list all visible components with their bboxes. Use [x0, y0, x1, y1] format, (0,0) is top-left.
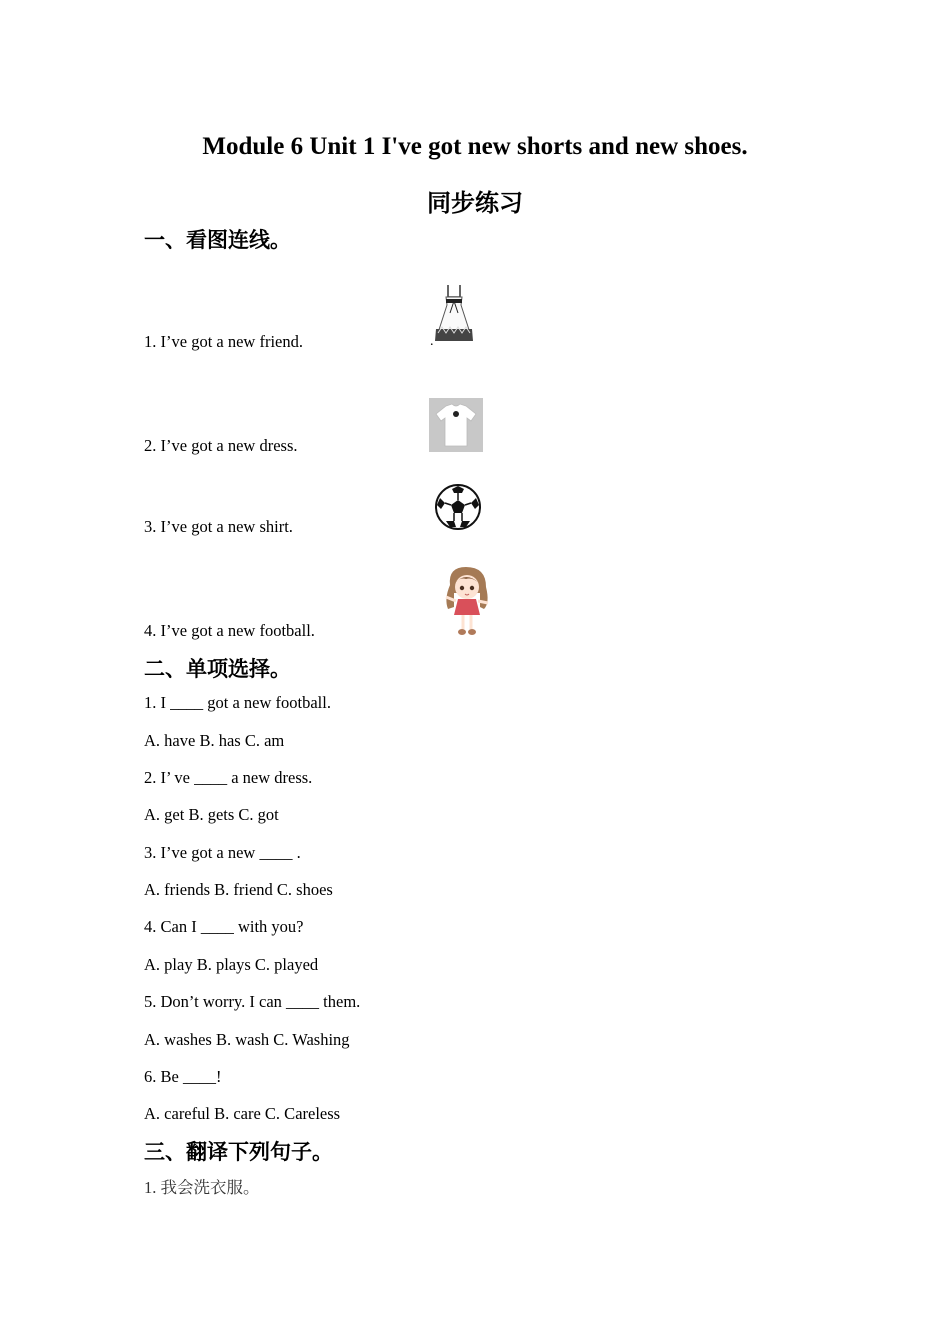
question-4: 4. Can I ____ with you?	[144, 917, 304, 936]
section-heading-1: 一、看图连线。	[144, 228, 291, 252]
page-title: Module 6 Unit 1 I've got new shorts and new shoes.	[202, 133, 748, 160]
dot-marker: .	[430, 334, 434, 349]
translation-item-1: 1. 我会洗衣服。	[144, 1178, 260, 1197]
options-6: A. careful B. care C. Careless	[144, 1104, 341, 1123]
girl-picture	[436, 563, 498, 637]
question-6: 6. Be ____!	[144, 1067, 222, 1086]
page-subtitle: 同步练习	[427, 191, 523, 217]
options-5: A. washes B. wash C. Washing	[144, 1030, 350, 1049]
match-sentence-1: 1. I’ve got a new friend.	[144, 332, 303, 351]
football-picture	[434, 483, 482, 531]
options-1: A. have B. has C. am	[144, 731, 285, 750]
tshirt-picture	[429, 398, 483, 452]
options-2: A. get B. gets C. got	[144, 805, 279, 824]
match-sentence-4: 4. I’ve got a new football.	[144, 621, 315, 640]
question-3: 3. I’ve got a new ____ .	[144, 843, 301, 862]
question-5: 5. Don’t worry. I can ____ them.	[144, 992, 361, 1011]
question-1: 1. I ____ got a new football.	[144, 693, 331, 712]
section-heading-3: 三、翻译下列句子。	[144, 1140, 333, 1164]
options-4: A. play B. plays C. played	[144, 955, 319, 974]
match-sentence-2: 2. I’ve got a new dress.	[144, 436, 298, 455]
section-heading-2: 二、单项选择。	[144, 657, 291, 681]
options-3: A. friends B. friend C. shoes	[144, 880, 333, 899]
question-2: 2. I’ ve ____ a new dress.	[144, 768, 313, 787]
dress-picture	[430, 283, 478, 347]
match-sentence-3: 3. I’ve got a new shirt.	[144, 517, 293, 536]
